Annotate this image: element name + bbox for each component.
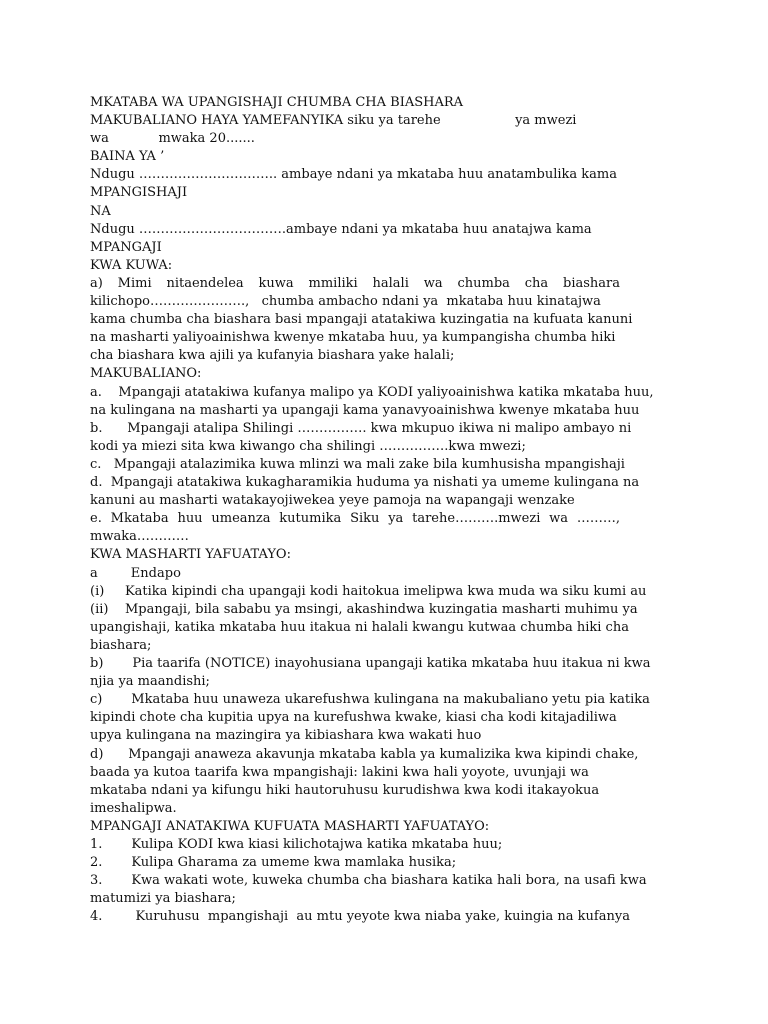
document-line: a Endapo — [90, 566, 181, 581]
document-line: baada ya kutoa taarifa kwa mpangishaji: lakini kwa hali yoyote, uvunjaji wa — [90, 765, 589, 780]
document-line: MAKUBALIANO HAYA YAMEFANYIKA siku ya tarehe ya mwezi — [90, 113, 577, 128]
document-line: 2. Kulipa Gharama za umeme kwa mamlaka husika; — [90, 855, 457, 870]
document-line: NA — [90, 204, 111, 219]
document-line: wa mwaka 20....... — [90, 131, 255, 146]
document-line: MAKUBALIANO: — [90, 366, 202, 381]
document-line: njia ya maandishi; — [90, 674, 210, 689]
document-line: MPANGAJI ANATAKIWA KUFUATA MASHARTI YAFUATAYO: — [90, 819, 490, 834]
document-line: a) Mimi nitaendelea kuwa mmiliki halali wa chumba cha biashara — [90, 276, 620, 291]
document-line: KWA MASHARTI YAFUATAYO: — [90, 547, 291, 562]
document-line: e. Mkataba huu umeanza kutumika Siku ya tarehe……….mwezi wa ………, — [90, 511, 620, 526]
document-line: MPANGISHAJI — [90, 185, 188, 200]
document-line: 1. Kulipa KODI kwa kiasi kilichotajwa katika mkataba huu; — [90, 837, 503, 852]
document-line: kipindi chote cha kupitia upya na kurefushwa kwake, kiasi cha kodi kitajadiliwa — [90, 710, 617, 725]
document-line: MPANGAJI — [90, 240, 162, 255]
document-line: na kulingana na masharti ya upangaji kama yanavyoainishwa kwenye mkataba huu — [90, 403, 640, 418]
document-line: na masharti yaliyoainishwa kwenye mkataba huu, ya kumpangisha chumba hiki — [90, 330, 616, 345]
document-line: mwaka………… — [90, 529, 189, 544]
document-title: MKATABA WA UPANGISHAJI CHUMBA CHA BIASHARA — [90, 95, 464, 110]
document-line: kanuni au masharti watakayojiwekea yeye pamoja na wapangaji wenzake — [90, 493, 575, 508]
document-line: d) Mpangaji anaweza akavunja mkataba kabla ya kumalizika kwa kipindi chake, — [90, 747, 639, 762]
document-line: imeshalipwa. — [90, 801, 177, 816]
document-line: 3. Kwa wakati wote, kuweka chumba cha biashara katika hali bora, na usafi kwa — [90, 873, 647, 888]
document-line: biashara; — [90, 638, 152, 653]
document-line: upangishaji, katika mkataba huu itakua ni halali kwangu kutwaa chumba hiki cha — [90, 620, 629, 635]
document-line: b) Pia taarifa (NOTICE) inayohusiana upangaji katika mkataba huu itakua ni kwa — [90, 656, 651, 671]
document-line: c) Mkataba huu unaweza ukarefushwa kulingana na makubaliano yetu pia katika — [90, 692, 650, 707]
document-line: cha biashara kwa ajili ya kufanyia biashara yake halali; — [90, 348, 455, 363]
document-line: d. Mpangaji atatakiwa kukagharamikia huduma ya nishati ya umeme kulingana na — [90, 475, 640, 490]
document-line: c. Mpangaji atalazimika kuwa mlinzi wa mali zake bila kumhusisha mpangishaji — [90, 457, 625, 472]
document-line: upya kulingana na mazingira ya kibiashara kwa wakati huo — [90, 728, 482, 743]
document-line: Ndugu ………………………….. ambaye ndani ya mkataba huu anatambulika kama — [90, 167, 617, 182]
document-line: matumizi ya biashara; — [90, 891, 236, 906]
document-line: kama chumba cha biashara basi mpangaji atatakiwa kuzingatia na kufuata kanuni — [90, 312, 633, 327]
document-line: kilichopo…………………., chumba ambacho ndani ya mkataba huu kinatajwa — [90, 294, 601, 309]
document-line: a. Mpangaji atatakiwa kufanya malipo ya KODI yaliyoainishwa katika mkataba huu, — [90, 385, 654, 400]
document-line: b. Mpangaji atalipa Shilingi ……………. kwa mkupuo ikiwa ni malipo ambayo ni — [90, 421, 632, 436]
document-line: mkataba ndani ya kifungu hiki hautoruhusu kurudishwa kwa kodi itakayokua — [90, 783, 600, 798]
document-line: BAINA YA ’ — [90, 149, 165, 164]
document-line: (i) Katika kipindi cha upangaji kodi haitokua imelipwa kwa muda wa siku kumi au — [90, 584, 647, 599]
document-line: Ndugu …………………………….ambaye ndani ya mkataba huu anatajwa kama — [90, 222, 592, 237]
document-line: (ii) Mpangaji, bila sababu ya msingi, akashindwa kuzingatia masharti muhimu ya — [90, 602, 638, 617]
document-line: KWA KUWA: — [90, 258, 173, 273]
document-line: kodi ya miezi sita kwa kiwango cha shilingi …………….kwa mwezi; — [90, 439, 526, 454]
document-line: 4. Kuruhusu mpangishaji au mtu yeyote kwa niaba yake, kuingia na kufanya — [90, 909, 630, 924]
